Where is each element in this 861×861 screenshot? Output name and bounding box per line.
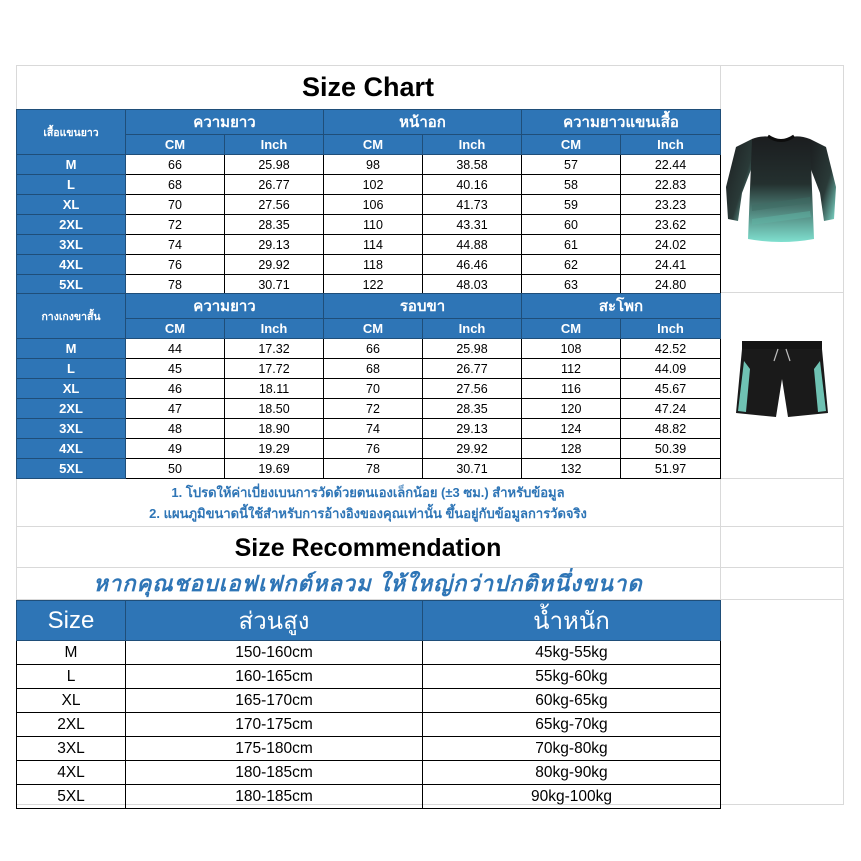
measurement-cell: 66 [126,155,225,175]
rec-weight-cell: 90kg-100kg [423,785,721,809]
measurement-cell: 61 [522,235,621,255]
shirt-table-body [17,155,721,295]
unit-header: Inch [423,319,522,339]
rec-size-cell: L [17,665,126,689]
rec-size-cell: 3XL [17,737,126,761]
measurement-cell: 23.62 [621,215,721,235]
measurement-cell: 68 [126,175,225,195]
recommendation-row [17,785,721,809]
measurement-cell: 62 [522,255,621,275]
unit-header: CM [324,319,423,339]
size-recommendation-table [16,600,721,809]
measurement-cell: 44 [126,339,225,359]
measurement-cell: 42.52 [621,339,721,359]
measurement-cell: 78 [126,275,225,295]
size-label: 3XL [17,419,126,439]
measurement-cell: 29.92 [225,255,324,275]
measurement-cell: 48.03 [423,275,522,295]
measurement-cell: 28.35 [423,399,522,419]
measurement-cell: 122 [324,275,423,295]
rec-header-size: Size [17,601,126,641]
rec-weight-cell: 80kg-90kg [423,761,721,785]
size-label: 5XL [17,459,126,479]
measurement-cell: 30.71 [423,459,522,479]
grid-line [16,567,844,568]
measurement-cell: 98 [324,155,423,175]
measurement-cell: 48 [126,419,225,439]
measurement-cell: 132 [522,459,621,479]
measurement-cell: 40.16 [423,175,522,195]
measurement-cell: 114 [324,235,423,255]
shorts-size-row [17,419,721,439]
shirt-size-row [17,235,721,255]
shorts-group-header: ความยาว [126,294,324,319]
rec-size-cell: 5XL [17,785,126,809]
shirt-size-row [17,175,721,195]
measurement-cell: 30.71 [225,275,324,295]
measurement-cell: 50 [126,459,225,479]
measurement-cell: 58 [522,175,621,195]
measurement-cell: 78 [324,459,423,479]
measurement-cell: 17.32 [225,339,324,359]
measurement-cell: 63 [522,275,621,295]
note-line: 1. โปรดให้ค่าเบี่ยงเบนการวัดด้วยตนเองเล็กน้อย (±3 ซม.) สำหรับข้อมูล [171,485,565,500]
measurement-cell: 106 [324,195,423,215]
measurement-cell: 47.24 [621,399,721,419]
measurement-cell: 27.56 [423,379,522,399]
measurement-cell: 46.46 [423,255,522,275]
sport-shorts-image [734,335,830,425]
rec-height-cell: 170-175cm [126,713,423,737]
shorts-size-row [17,399,721,419]
size-sheet [16,65,844,805]
measurement-cell: 25.98 [423,339,522,359]
recommendation-row [17,737,721,761]
measurement-cell: 74 [126,235,225,255]
shorts-size-row [17,459,721,479]
shirt-size-row [17,155,721,175]
shirt-category-label: เสื้อแขนยาว [17,110,126,155]
grid-line [720,292,844,293]
measurement-cell: 108 [522,339,621,359]
rec-header-height: ส่วนสูง [126,601,423,641]
shirt-size-row [17,195,721,215]
measurement-cell: 27.56 [225,195,324,215]
measurement-cell: 19.29 [225,439,324,459]
size-label: M [17,339,126,359]
size-label: 3XL [17,235,126,255]
measurement-cell: 18.11 [225,379,324,399]
measurement-cell: 29.92 [423,439,522,459]
long-sleeve-jersey-image [722,127,840,247]
measurement-cell: 26.77 [423,359,522,379]
measurement-cell: 38.58 [423,155,522,175]
size-label: XL [17,195,126,215]
shorts-size-row [17,439,721,459]
note-line: 2. แผนภูมิขนาดนี้ใช้สำหรับการอ้างอิงของคุณเท่านั้น ขึ้นอยู่กับข้อมูลการวัดจริง [149,506,587,521]
measurement-cell: 23.23 [621,195,721,215]
shirt-size-row [17,215,721,235]
shorts-table-body [17,339,721,479]
measurement-cell: 43.31 [423,215,522,235]
rec-weight-cell: 65kg-70kg [423,713,721,737]
size-label: 2XL [17,215,126,235]
measurement-cell: 22.83 [621,175,721,195]
measurement-cell: 128 [522,439,621,459]
rec-weight-cell: 70kg-80kg [423,737,721,761]
rec-table-body [17,641,721,809]
rec-weight-cell: 60kg-65kg [423,689,721,713]
measurement-cell: 49 [126,439,225,459]
size-label: 4XL [17,255,126,275]
recommendation-tagline: หากคุณชอบเอฟเฟกต์หลวม ให้ใหญ่กว่าปกติหนึ่งขนาด [93,571,643,596]
measurement-cell: 72 [126,215,225,235]
grid-line [843,65,844,805]
measurement-cell: 19.69 [225,459,324,479]
rec-weight-cell: 55kg-60kg [423,665,721,689]
shorts-category-label: กางเกงขาสั้น [17,294,126,339]
measurement-cell: 60 [522,215,621,235]
measurement-cell: 46 [126,379,225,399]
measurement-cell: 116 [522,379,621,399]
measurement-cell: 29.13 [423,419,522,439]
size-label: L [17,175,126,195]
measurement-cell: 24.80 [621,275,721,295]
rec-height-cell: 175-180cm [126,737,423,761]
unit-header: CM [126,135,225,155]
measurement-cell: 102 [324,175,423,195]
unit-header: CM [324,135,423,155]
shorts-group-header: สะโพก [522,294,721,319]
recommendation-row [17,641,721,665]
unit-header: Inch [621,135,721,155]
measurement-cell: 29.13 [225,235,324,255]
measurement-cell: 18.90 [225,419,324,439]
rec-header-weight: น้ำหนัก [423,601,721,641]
measurement-cell: 25.98 [225,155,324,175]
measurement-cell: 44.09 [621,359,721,379]
rec-size-cell: M [17,641,126,665]
shorts-size-row [17,379,721,399]
measurement-cell: 57 [522,155,621,175]
grid-line [16,65,844,66]
unit-header: Inch [225,319,324,339]
measurement-cell: 47 [126,399,225,419]
measurement-cell: 112 [522,359,621,379]
measurement-cell: 24.41 [621,255,721,275]
recommendation-row [17,713,721,737]
measurement-cell: 44.88 [423,235,522,255]
measurement-cell: 24.02 [621,235,721,255]
measurement-cell: 124 [522,419,621,439]
measurement-cell: 45.67 [621,379,721,399]
recommendation-title: Size Recommendation [234,534,502,562]
measurement-cell: 41.73 [423,195,522,215]
measurement-cell: 18.50 [225,399,324,419]
measurement-cell: 28.35 [225,215,324,235]
measurement-cell: 66 [324,339,423,359]
recommendation-row [17,665,721,689]
measurement-cell: 48.82 [621,419,721,439]
measurement-cell: 68 [324,359,423,379]
measurement-cell: 17.72 [225,359,324,379]
shirt-size-table [16,109,721,295]
rec-height-cell: 150-160cm [126,641,423,665]
shorts-size-table [16,293,721,479]
size-chart-title: Size Chart [301,72,435,102]
measurement-cell: 45 [126,359,225,379]
measurement-cell: 50.39 [621,439,721,459]
rec-height-cell: 180-185cm [126,785,423,809]
rec-size-cell: 4XL [17,761,126,785]
measurement-cell: 51.97 [621,459,721,479]
unit-header: CM [126,319,225,339]
unit-header: CM [522,135,621,155]
size-label: L [17,359,126,379]
shirt-group-header: ความยาว [126,110,324,135]
measurement-cell: 26.77 [225,175,324,195]
shirt-group-header: หน้าอก [324,110,522,135]
size-label: XL [17,379,126,399]
measurement-cell: 59 [522,195,621,215]
shorts-group-header: รอบขา [324,294,522,319]
grid-line [16,526,844,527]
measurement-cell: 110 [324,215,423,235]
unit-header: Inch [423,135,522,155]
recommendation-row [17,689,721,713]
measurement-cell: 22.44 [621,155,721,175]
size-label: 4XL [17,439,126,459]
recommendation-row [17,761,721,785]
rec-height-cell: 180-185cm [126,761,423,785]
unit-header: CM [522,319,621,339]
measurement-cell: 70 [324,379,423,399]
rec-height-cell: 160-165cm [126,665,423,689]
measurement-cell: 118 [324,255,423,275]
measurement-cell: 76 [324,439,423,459]
rec-size-cell: 2XL [17,713,126,737]
measurement-cell: 76 [126,255,225,275]
rec-size-cell: XL [17,689,126,713]
measurement-cell: 74 [324,419,423,439]
shorts-size-row [17,359,721,379]
shorts-size-row [17,339,721,359]
measurement-cell: 72 [324,399,423,419]
size-label: M [17,155,126,175]
unit-header: Inch [621,319,721,339]
unit-header: Inch [225,135,324,155]
measurement-cell: 70 [126,195,225,215]
shirt-size-row [17,275,721,295]
measurement-cell: 120 [522,399,621,419]
shirt-group-header: ความยาวแขนเสื้อ [522,110,721,135]
rec-height-cell: 165-170cm [126,689,423,713]
shirt-size-row [17,255,721,275]
size-label: 2XL [17,399,126,419]
rec-weight-cell: 45kg-55kg [423,641,721,665]
size-label: 5XL [17,275,126,295]
